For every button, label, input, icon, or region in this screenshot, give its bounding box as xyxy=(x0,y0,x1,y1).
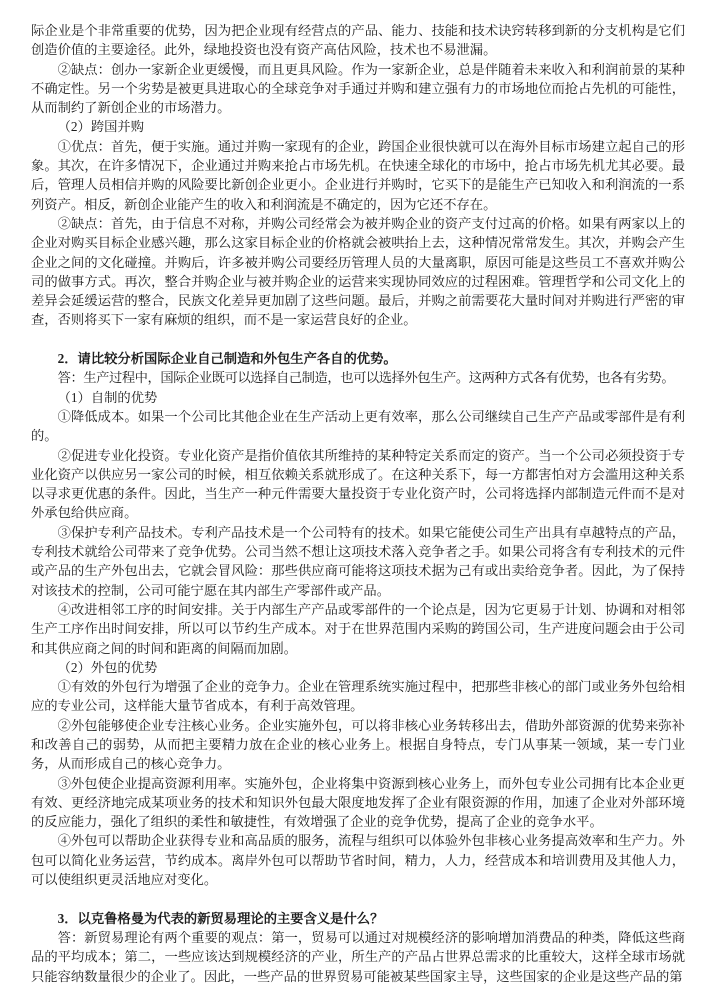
paragraph: ②外包能够使企业专注核心业务。企业实施外包，可以将非核心业务转移出去，借助外部资源的优势来弥补和改善自己的弱势，从而把主要精力放在企业的核心业务上。根据自身特点，专门从事某一领域，某一专门业务，从而形成自己的核心竞争力。 xyxy=(31,717,685,772)
paragraph: 答：生产过程中，国际企业既可以选择自己制造，也可以选择外包生产。这两种方式各有优势，也各有劣势。 xyxy=(57,370,675,386)
paragraph: 答：新贸易理论有两个重要的观点：第一，贸易可以通过对规模经济的影响增加消费品的种类，降低这些商品的平均成本；第二，一些应该达到规模经济的产业，所生产的产品占世界总需求的比重较大，这样全球市场就只能容纳数量很少的企业了。因此，一些产品的世界贸易可能被某些国家主导，这些国家的企业是这些产品的第 xyxy=(31,929,685,984)
document-body xyxy=(31,21,685,986)
paragraph: ②促进专业化投资。专业化资产是指价值依其所维持的某种特定关系而定的资产。当一个公司必须投资于专业化资产以供应另一家公司的时候，相互依赖关系就形成了。在这种关系下，每一方都害怕对方会滥用这种关系以寻求更优惠的条件。因此，当生产一种元件需要大量投资于专业化资产时，公司将选择内部制造元件而不是对外承包给供应商。 xyxy=(31,447,685,521)
paragraph-spacer xyxy=(31,330,685,349)
paragraph: （2）外包的优势 xyxy=(57,659,158,675)
question-heading: 2．请比较分析国际企业自己制造和外包生产各自的优势。 xyxy=(57,351,397,367)
question-heading: 3．以克鲁格曼为代表的新贸易理论的主要含义是什么？ xyxy=(57,910,384,926)
paragraph: ①优点：首先，便于实施。通过并购一家现有的企业，跨国企业很快就可以在海外目标市场建立起自己的形象。其次，在许多情况下，企业通过并购来抢占市场先机。在快速全球化的市场中，抢占市场先机尤其必要。最后，管理人员相信并购的风险要比新创企业更小。企业进行并购时，它买下的是能生产已知收入和利润流的一系列资产。相反，新创企业能产生的收入和利润流是不确定的，因为它还不存在。 xyxy=(31,138,685,212)
paragraph: ③保护专利产品技术。专利产品技术是一个公司特有的技术。如果它能使公司生产出具有卓越特点的产品，专利技术就给公司带来了竞争优势。公司当然不想让这项技术落入竞争者之手。如果公司将含有专利技术的元件或产品的生产外包出去，它就会冒风险：那些供应商可能将这项技术据为己有或出卖给竞争者。因此，为了保持对该技术的控制，公司可能宁愿在其内部生产零部件或产品。 xyxy=(31,524,685,598)
paragraph: 际企业是个非常重要的优势，因为把企业现有经营点的产品、能力、技能和技术诀窍转移到新的分支机构是它们创造价值的主要途径。此外，绿地投资也没有资产高估风险，技术也不易泄漏。 xyxy=(31,23,685,58)
paragraph: ②缺点：创办一家新企业更缓慢，而且更具风险。作为一家新企业，总是伴随着未来收入和利润前景的某种不确定性。另一个劣势是被更具进取心的全球竞争对手通过并购和建立强有力的市场地位而抢占先机的可能性，从而制约了新创企业的市场潜力。 xyxy=(31,61,685,116)
paragraph: ①降低成本。如果一个公司比其他企业在生产活动上更有效率，那么公司继续自己生产产品或零部件是有利的。 xyxy=(31,408,685,444)
paragraph: ②缺点：首先，由于信息不对称，并购公司经常会为被并购企业的资产支付过高的价格。如果有两家以上的企业对购买目标企业感兴趣，那么这家目标企业的价格就会被哄抬上去，这种情况常常发生。其次，并购会产生企业之间的文化碰撞。并购后，许多被并购公司要经历管理人员的大量离职，原因可能是这些员工不喜欢并购公司的做事方式。再次，整合并购企业与被并购企业的运营来实现协同效应的过程困难。管理哲学和公司文化上的差异会延缓运营的整合，民族文化差异更加剧了这些问题。最后，并购之前需要花大量时间对并购进行严密的审查，否则将买下一家有麻烦的组织，而不是一家运营良好的企业。 xyxy=(31,215,685,328)
paragraph: ③外包使企业提高资源利用率。实施外包，企业将集中资源到核心业务上，而外包专业公司拥有比本企业更有效、更经济地完成某项业务的技术和知识外包最大限度地发挥了企业有限资源的作用，加速了企业对外部环境的反应能力，强化了组织的柔性和敏捷性，有效增强了企业的竞争优势，提高了企业的竞争水平。 xyxy=(31,775,685,830)
paragraph: ④改进相邻工序的时间安排。关于内部生产产品或零部件的一个论点是，因为它更易于计划、协调和对相邻生产工序作出时间安排，所以可以节约生产成本。对于在世界范围内采购的跨国公司，生产进度问题会由于公司和其供应商之间的时间和距离的间隔而加剧。 xyxy=(31,601,685,656)
paragraph: ④外包可以帮助企业获得专业和高品质的服务，流程与组织可以体验外包非核心业务提高效率和生产力。外包可以简化业务运营，节约成本。离岸外包可以帮助节省时间，精力，人力，经营成本和培训费用及其他人力，可以使组织更灵活地应对变化。 xyxy=(31,833,685,888)
paragraph: ①有效的外包行为增强了企业的竞争力。企业在管理系统实施过程中，把那些非核心的部门或业务外包给相应的专业公司，这样能大量节省成本，有利于高效管理。 xyxy=(31,679,685,714)
paragraph-spacer xyxy=(31,889,685,908)
paragraph: （2）跨国并购 xyxy=(57,119,145,135)
paragraph: （1）自制的优势 xyxy=(57,389,158,405)
